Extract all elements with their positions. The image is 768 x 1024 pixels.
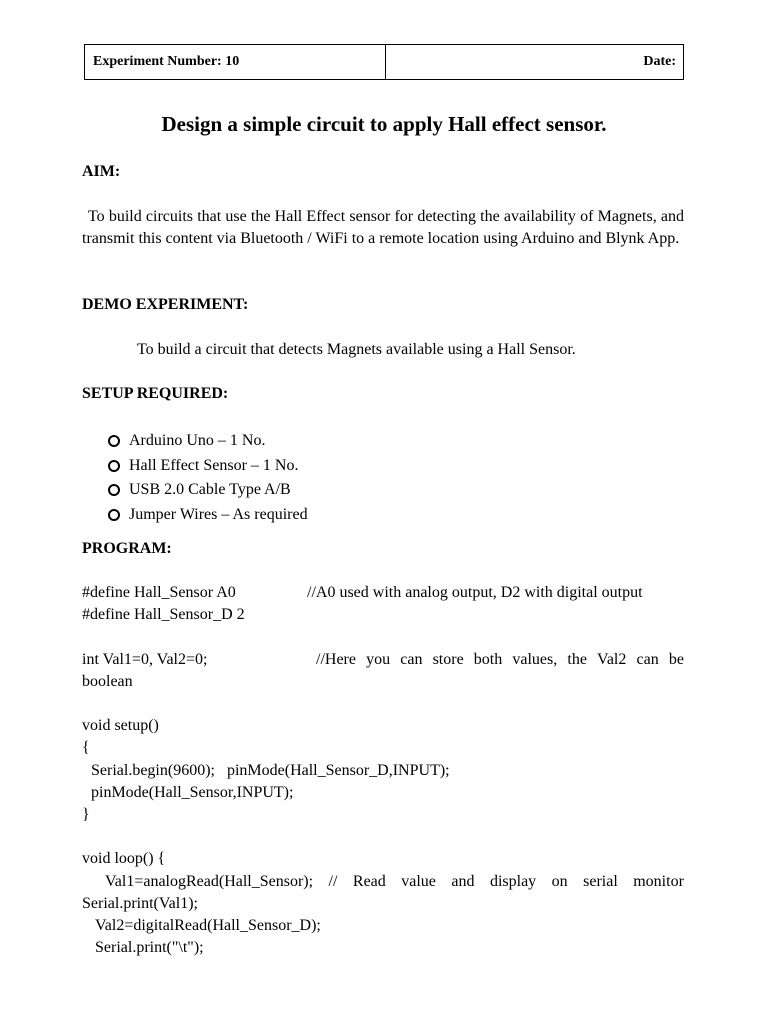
code-loop-line-2: Serial.print(Val1);	[82, 895, 198, 912]
code-open-brace: {	[82, 739, 90, 756]
code-word: on	[551, 873, 568, 890]
setup-list-item	[108, 503, 308, 528]
code-word: can	[400, 651, 423, 668]
code-word: serial	[583, 873, 618, 890]
code-word: display	[489, 873, 537, 890]
code-word: Val1=analogRead(Hall_Sensor);	[105, 873, 314, 890]
code-setup-line-1: Serial.begin(9600); pinMode(Hall_Sensor_D,INPUT);	[91, 762, 450, 779]
code-word: monitor	[633, 873, 684, 890]
aim-text: To build circuits that use the Hall Effect sensor for detecting the availability of Magnets, and transmit this content via Bluetooth / WiFi to a remote location using Arduino and Blynk App.	[82, 208, 684, 247]
bullet-circle-icon	[108, 484, 120, 496]
code-setup-line-2: pinMode(Hall_Sensor,INPUT);	[91, 784, 294, 801]
code-setup-signature: void setup()	[82, 717, 159, 734]
code-word: //	[328, 873, 338, 890]
code-loop-line-4: Serial.print("\t");	[95, 939, 204, 956]
setup-item-label: Hall Effect Sensor – 1 No.	[129, 456, 299, 474]
demo-text: To build a circuit that detects Magnets available using a Hall Sensor.	[137, 341, 576, 358]
code-word: can	[636, 651, 659, 668]
setup-heading: SETUP REQUIRED:	[82, 385, 229, 402]
code-word: the	[567, 651, 587, 668]
bullet-circle-icon	[108, 509, 120, 521]
setup-list	[108, 429, 308, 527]
code-loop-signature: void loop() {	[82, 850, 166, 867]
code-word: values,	[512, 651, 558, 668]
code-close-brace: }	[82, 806, 90, 823]
document-title: Design a simple circuit to apply Hall effect sensor.	[161, 112, 607, 136]
setup-item-label: Arduino Uno – 1 No.	[129, 432, 266, 450]
setup-list-item	[108, 454, 308, 479]
code-int-comment	[316, 651, 684, 669]
experiment-number-cell: Experiment Number: 10	[85, 45, 386, 79]
code-loop-line-1	[105, 873, 684, 891]
code-word: both	[473, 651, 503, 668]
setup-item-label: Jumper Wires – As required	[129, 505, 308, 523]
code-word: you	[366, 651, 391, 668]
code-comment-1: //A0 used with analog output, D2 with digital output	[307, 584, 643, 601]
code-word: //Here	[316, 651, 356, 668]
setup-item-label: USB 2.0 Cable Type A/B	[129, 481, 291, 499]
bullet-circle-icon	[108, 435, 120, 447]
code-define-1: #define Hall_Sensor A0	[82, 584, 236, 601]
setup-list-item	[108, 478, 308, 503]
code-word: value	[401, 873, 436, 890]
program-heading: PROGRAM:	[82, 540, 172, 557]
bullet-circle-icon	[108, 460, 120, 472]
setup-list-item	[108, 429, 308, 454]
code-word: Read	[352, 873, 386, 890]
code-int-continuation: boolean	[82, 673, 133, 690]
code-int-decl: int Val1=0, Val2=0;	[82, 651, 208, 668]
code-define-2: #define Hall_Sensor_D 2	[82, 606, 245, 623]
code-word: and	[451, 873, 475, 890]
experiment-header-table	[84, 44, 684, 80]
code-loop-line-3: Val2=digitalRead(Hall_Sensor_D);	[95, 917, 321, 934]
code-word: store	[432, 651, 464, 668]
aim-heading: AIM:	[82, 163, 121, 180]
code-word: be	[668, 651, 684, 668]
demo-heading: DEMO EXPERIMENT:	[82, 296, 249, 313]
code-word: Val2	[597, 651, 627, 668]
date-cell: Date:	[643, 54, 676, 69]
